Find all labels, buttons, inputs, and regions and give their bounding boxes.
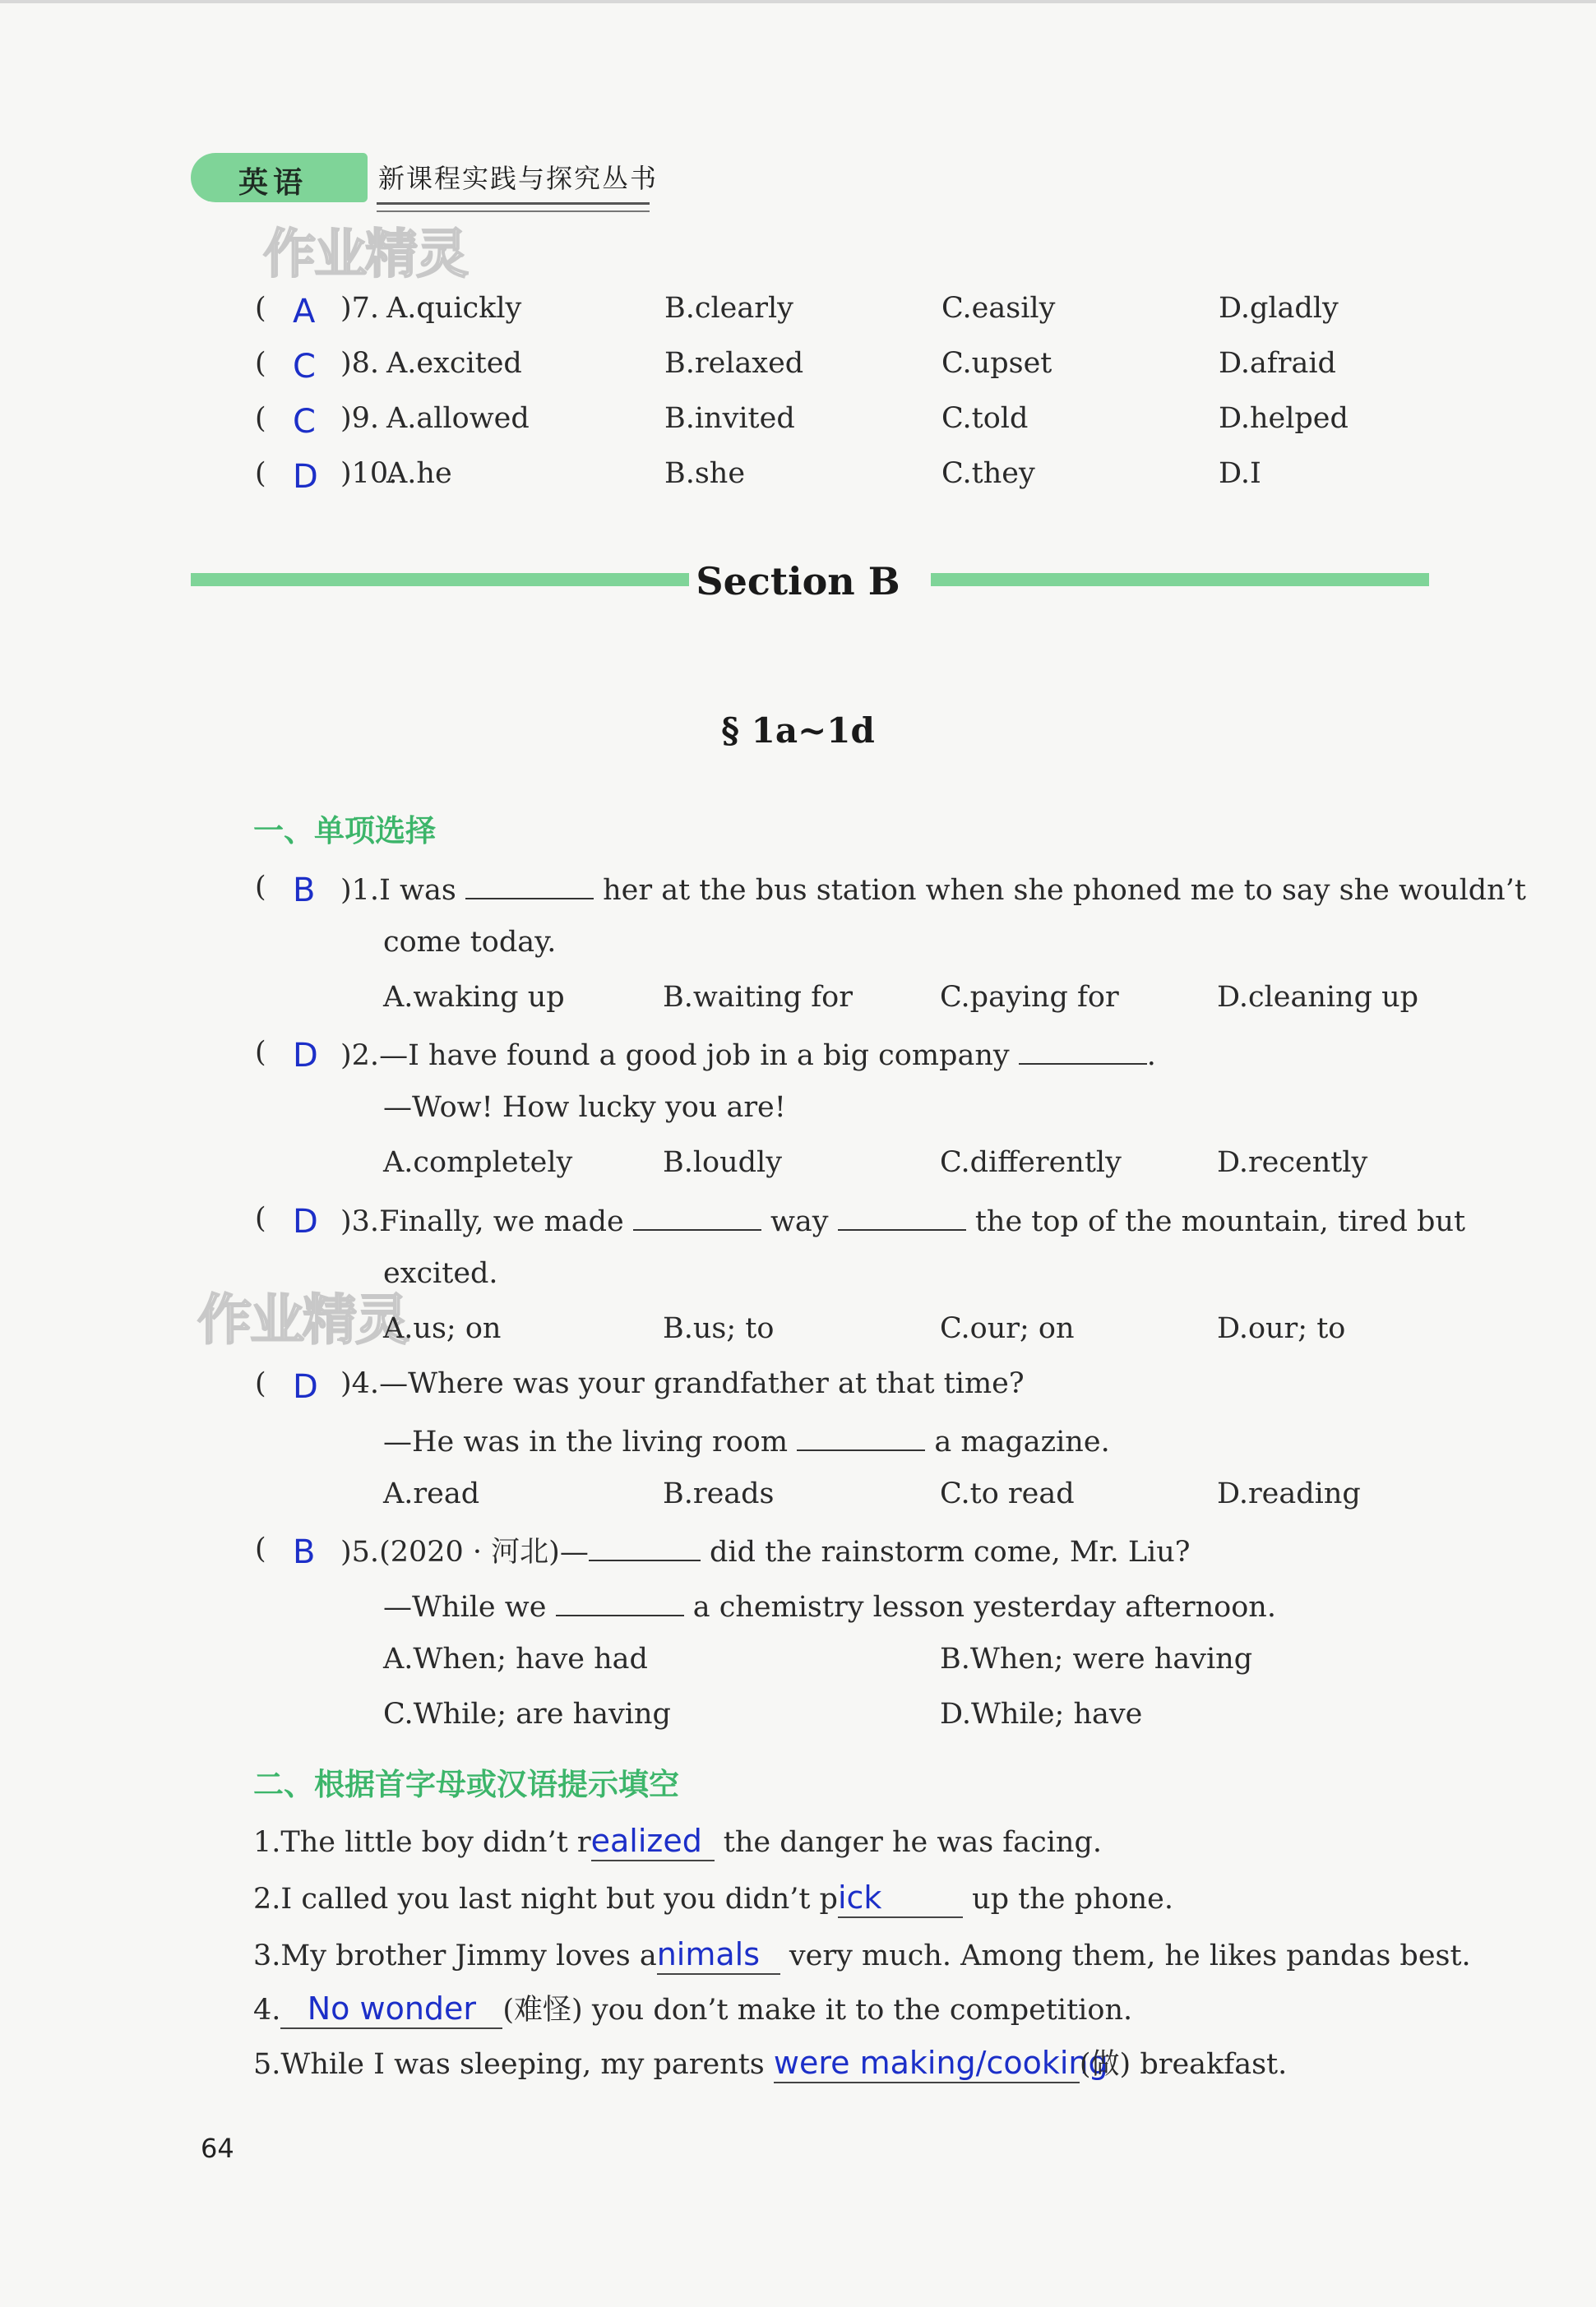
q5-stem-line2: [383, 1590, 1276, 1622]
q3-num: )3.: [340, 1205, 380, 1238]
q3-option-b: B.us; to: [663, 1312, 775, 1345]
q1-stem-a: I was: [379, 874, 456, 907]
option-8c: C.upset: [941, 347, 1052, 380]
fill-item-2-post: up the phone.: [972, 1883, 1174, 1916]
q4-answer: D: [293, 1368, 318, 1406]
option-10d: D.I: [1219, 457, 1261, 490]
answer-10: D: [293, 458, 318, 496]
q3-blank-2: [838, 1204, 966, 1231]
question-row-10: (: [255, 457, 266, 490]
question-num-8: )8.: [340, 347, 380, 380]
top-edge-line: [0, 0, 1596, 3]
q2-num: )2.: [340, 1039, 380, 1072]
fill-item-5-pre: 5.While I was sleeping, my parents: [253, 2048, 765, 2081]
q2-stem-a: —I have found a good job in a big company: [379, 1039, 1010, 1072]
q1-num: )1.: [340, 874, 380, 907]
q5-stem-c: —While we: [383, 1591, 547, 1624]
page-number: 64: [201, 2133, 234, 2164]
q1-stem-b: her at the bus station when she phoned me to say she wouldn’t: [603, 874, 1526, 907]
fill-item-5-post: (做) breakfast.: [1079, 2048, 1288, 2081]
option-8a: A.excited: [386, 347, 522, 380]
q1-option-b: B.waiting for: [663, 981, 853, 1014]
q1-option-d: D.cleaning up: [1217, 981, 1419, 1014]
answer-7: A: [293, 293, 316, 331]
fill-item-1-pre: 1.The little boy didn’t r: [253, 1826, 591, 1859]
q1-option-c: C.paying for: [940, 981, 1119, 1014]
series-underline: [377, 202, 650, 205]
option-10b: B.she: [664, 457, 746, 490]
fill-item-4-pre: 4.: [253, 1994, 281, 2027]
option-7c: C.easily: [941, 292, 1056, 325]
fill-item-4-post: (难怪) you don’t make it to the competition.: [502, 1994, 1133, 2027]
q2-option-b: B.loudly: [663, 1146, 783, 1179]
series-title: 新课程实践与探究丛书: [378, 163, 659, 194]
fill-item-5-answer: were making/cooking: [774, 2046, 1080, 2083]
q1-stem-c: come today.: [383, 926, 557, 959]
question-row-7: (: [255, 292, 266, 325]
q3-stem-c: the top of the mountain, tired but: [974, 1205, 1466, 1238]
fill-item-3-post: very much. Among them, he likes pandas best.: [789, 1939, 1471, 1972]
fill-item-3-pre: 3.My brother Jimmy loves a: [253, 1939, 657, 1972]
question-row-8: (: [255, 347, 266, 380]
q2-option-d: D.recently: [1217, 1146, 1368, 1179]
q1-paren: (: [255, 871, 266, 904]
q5-stem-a: (2020 · 河北)—: [379, 1536, 589, 1569]
q3-blank-1: [633, 1204, 761, 1231]
q2-stem-c: —Wow! How lucky you are!: [383, 1091, 786, 1124]
q4-option-a: A.read: [383, 1477, 480, 1510]
q4-option-c: C.to read: [940, 1477, 1075, 1510]
part2-heading: 二、根据首字母或汉语提示填空: [253, 1767, 679, 1802]
watermark-top: 作业精灵: [263, 224, 467, 285]
subject-label: 英语: [238, 166, 308, 200]
q1-stem: [340, 873, 1526, 905]
fill-item-1-post: the danger he was facing.: [723, 1826, 1102, 1859]
q5-stem: [340, 1535, 1191, 1567]
q5-stem-b: did the rainstorm come, Mr. Liu?: [709, 1536, 1191, 1569]
fill-item-3-answer: nimals: [657, 1937, 780, 1975]
q4-stem-b: —He was in the living room: [383, 1426, 789, 1459]
q4-stem-a: —Where was your grandfather at that time?: [379, 1367, 1025, 1400]
answer-8: C: [293, 348, 316, 386]
q4-option-d: D.reading: [1217, 1477, 1361, 1510]
q5-option-b: B.When; were having: [940, 1643, 1253, 1676]
question-row-9: (: [255, 402, 266, 435]
q3-option-d: D.our; to: [1217, 1312, 1346, 1345]
q5-blank-2: [556, 1590, 684, 1616]
q2-stem: [340, 1038, 1156, 1070]
q4-option-b: B.reads: [663, 1477, 775, 1510]
fill-item-5: [253, 2046, 1287, 2083]
q4-stem-c: a magazine.: [934, 1426, 1110, 1459]
q5-answer: B: [293, 1533, 316, 1571]
option-9a: A.allowed: [386, 402, 530, 435]
fill-item-2: [253, 1880, 1173, 1918]
fill-item-2-pre: 2.I called you last night but you didn’t p: [253, 1883, 838, 1916]
fill-item-1: [253, 1824, 1102, 1861]
q5-option-c: C.While; are having: [383, 1698, 671, 1731]
q3-stem-b: way: [770, 1205, 829, 1238]
q3-option-c: C.our; on: [940, 1312, 1075, 1345]
q3-option-a: A.us; on: [383, 1312, 502, 1345]
q4-num: )4.: [340, 1367, 380, 1400]
option-8b: B.relaxed: [664, 347, 804, 380]
q1-answer: B: [293, 871, 316, 909]
q2-paren: (: [255, 1036, 266, 1069]
section-title: Section B: [696, 559, 900, 603]
question-num-10: )10.: [340, 457, 398, 490]
fill-item-3: [253, 1937, 1471, 1975]
question-num-7: )7.: [340, 292, 380, 325]
option-7d: D.gladly: [1219, 292, 1339, 325]
fill-item-1-answer: ealized: [591, 1824, 715, 1861]
q4-blank: [797, 1425, 925, 1451]
part1-heading: 一、单项选择: [253, 813, 436, 848]
option-9b: B.invited: [664, 402, 795, 435]
q3-stem-d: excited.: [383, 1257, 498, 1290]
section-subtitle: § 1a~1d: [721, 710, 875, 751]
watermark-middle: 作业精灵: [197, 1288, 408, 1352]
option-7b: B.clearly: [664, 292, 793, 325]
fill-item-2-answer: ick: [838, 1880, 963, 1918]
option-7a: A.quickly: [386, 292, 522, 325]
q5-paren: (: [255, 1533, 266, 1565]
fill-item-4-answer: No wonder: [280, 1991, 502, 2029]
q1-blank: [465, 873, 594, 899]
option-9d: D.helped: [1219, 402, 1349, 435]
q5-num: )5.: [340, 1536, 380, 1569]
q1-option-a: A.waking up: [383, 981, 565, 1014]
option-9c: C.told: [941, 402, 1029, 435]
question-num-9: )9.: [340, 402, 380, 435]
q5-option-d: D.While; have: [940, 1698, 1143, 1731]
q3-answer: D: [293, 1203, 318, 1241]
q4-stem: [340, 1367, 1025, 1400]
q2-stem-b: .: [1146, 1039, 1156, 1072]
option-10c: C.they: [941, 457, 1035, 490]
q2-blank: [1019, 1038, 1147, 1065]
option-8d: D.afraid: [1219, 347, 1336, 380]
q2-option-c: C.differently: [940, 1146, 1122, 1179]
q3-paren: (: [255, 1202, 266, 1235]
option-10a: A.he: [386, 457, 452, 490]
q3-stem-a: Finally, we made: [379, 1205, 624, 1238]
q3-stem: [340, 1204, 1465, 1237]
q5-blank-1: [589, 1535, 701, 1561]
q5-option-a: A.When; have had: [383, 1643, 648, 1676]
answer-9: C: [293, 403, 316, 441]
q4-paren: (: [255, 1367, 266, 1400]
q2-answer: D: [293, 1037, 318, 1075]
fill-item-4: [253, 1991, 1132, 2029]
q4-stem-line2: [383, 1425, 1110, 1457]
q5-stem-d: a chemistry lesson yesterday afternoon.: [692, 1591, 1276, 1624]
q2-option-a: A.completely: [383, 1146, 573, 1179]
